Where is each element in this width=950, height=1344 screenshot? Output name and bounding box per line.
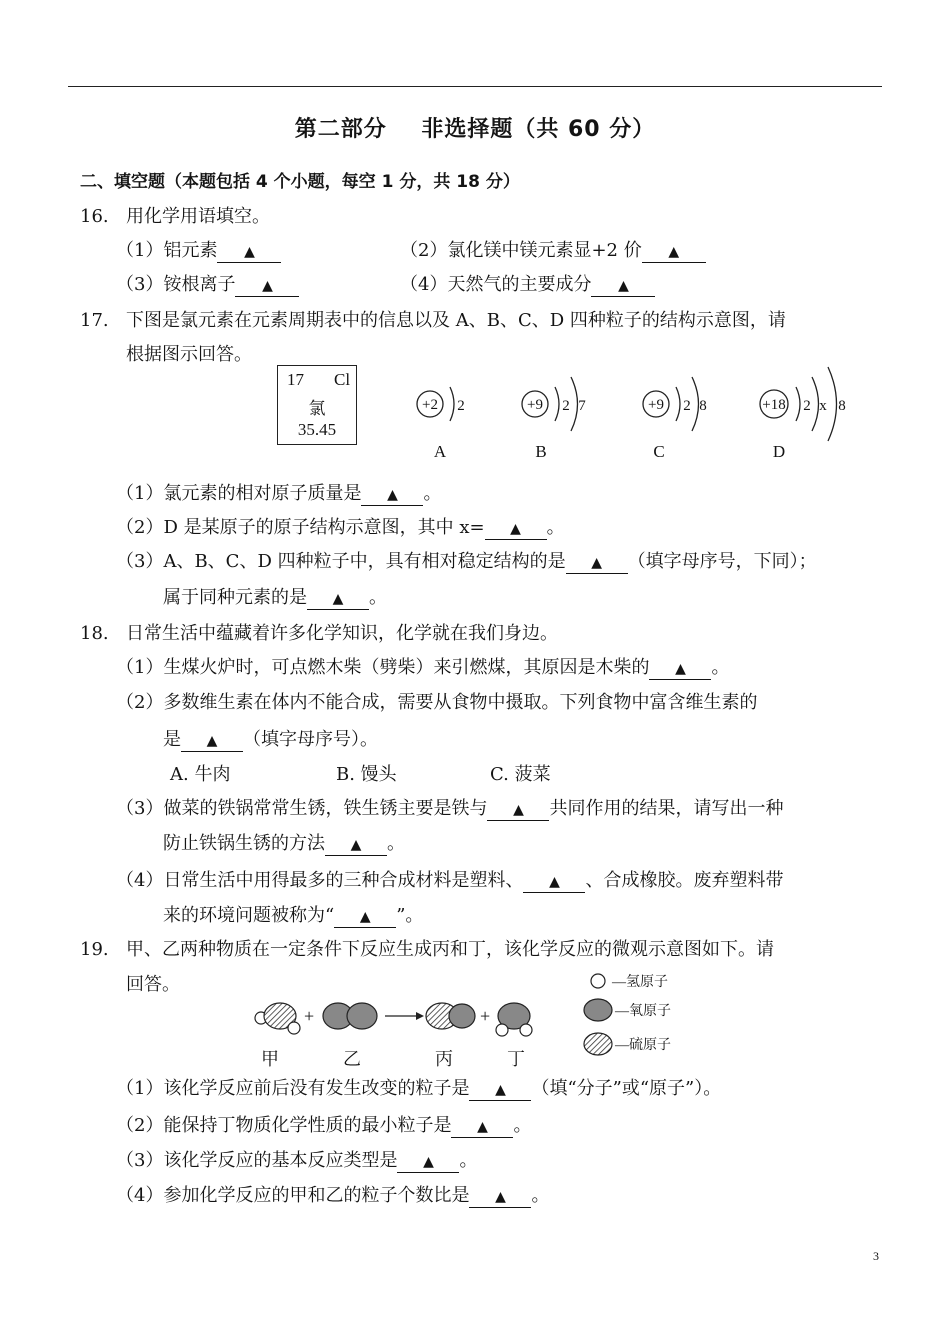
q16-part3: （3）铵根离子 ▲ bbox=[116, 273, 299, 297]
answer-blank[interactable]: ▲ bbox=[235, 275, 299, 297]
q16-part1: （1）铝元素 ▲ bbox=[116, 239, 281, 263]
q17-part1: （1）氯元素的相对原子质量是 ▲ 。 bbox=[116, 483, 442, 504]
header-rule bbox=[68, 86, 882, 87]
q16-number: 16. bbox=[80, 206, 109, 227]
atom-d-nucleus: +18 bbox=[762, 397, 786, 413]
q18-stem: 18. 日常生活中蕴藏着许多化学知识，化学就在我们身边。 bbox=[80, 623, 558, 644]
q19-part2: （2）能保持丁物质化学性质的最小粒子是 ▲ 。 bbox=[116, 1115, 532, 1136]
answer-blank[interactable]: ▲ bbox=[307, 588, 369, 610]
q18-number: 18. bbox=[80, 623, 109, 644]
answer-blank[interactable]: ▲ bbox=[217, 241, 281, 263]
reaction-arrow-head bbox=[416, 1012, 424, 1020]
atom-b-nucleus: +9 bbox=[527, 397, 543, 413]
answer-blank[interactable]: ▲ bbox=[361, 484, 423, 506]
species-label: 丙 bbox=[435, 1049, 453, 1069]
answer-blank[interactable]: ▲ bbox=[523, 871, 585, 893]
answer-blank[interactable]: ▲ bbox=[181, 730, 243, 752]
answer-blank[interactable]: ▲ bbox=[485, 518, 547, 540]
atom-d-label: D bbox=[772, 442, 786, 461]
periodic-table-cell bbox=[277, 365, 357, 445]
legend-oxygen: —氧原子 bbox=[615, 1004, 671, 1019]
atom-d-shell: x bbox=[819, 398, 827, 414]
atom-b-label: B bbox=[535, 442, 547, 461]
q19-part1: （1）该化学反应前后没有发生改变的粒子是 ▲ （填“分子”或“原子”）。 bbox=[116, 1078, 722, 1099]
atom-b-shell: 7 bbox=[578, 398, 586, 414]
legend-hydrogen: —氢原子 bbox=[612, 975, 668, 990]
q19-stem-2: 回答。 bbox=[126, 974, 180, 995]
q17-number: 17. bbox=[80, 310, 109, 331]
q18-part3: （3）做菜的铁锅常常生锈，铁生锈主要是铁与 ▲ 共同作用的结果，请写出一种 bbox=[116, 798, 784, 819]
answer-blank[interactable]: ▲ bbox=[649, 658, 711, 680]
species-label: 甲 bbox=[261, 1049, 279, 1069]
q18-part2: （2）多数维生素在体内不能合成，需要从食物中摄取。下列食物中富含维生素的 bbox=[116, 692, 758, 713]
q16-stem: 16. 用化学用语填空。 bbox=[80, 206, 270, 227]
plus-sign: + bbox=[304, 1006, 315, 1026]
answer-blank[interactable]: ▲ bbox=[487, 799, 549, 821]
q17-stem: 17. 下图是氯元素在元素周期表中的信息以及 A、B、C、D 四种粒子的结构示意图，请 bbox=[80, 310, 786, 331]
atom-a-nucleus: +2 bbox=[422, 397, 438, 413]
atom-b-shell: 2 bbox=[562, 398, 570, 414]
q18-part2-cont: 是 ▲ （填字母序号）。 bbox=[163, 729, 378, 750]
answer-blank[interactable]: ▲ bbox=[397, 1151, 459, 1173]
page-number: 3 bbox=[873, 1249, 879, 1263]
species-label: 丁 bbox=[507, 1049, 525, 1069]
answer-blank[interactable]: ▲ bbox=[591, 275, 655, 297]
answer-blank[interactable]: ▲ bbox=[325, 834, 387, 856]
q18-option-c: C. 菠菜 bbox=[490, 764, 551, 785]
q17-part3: （3）A、B、C、D 四种粒子中，具有相对稳定结构的是 ▲ （填字母序号，下同）； bbox=[116, 551, 817, 572]
atom-d-shell: 8 bbox=[838, 398, 846, 414]
q19-stem: 19. 甲、乙两种物质在一定条件下反应生成丙和丁，该化学反应的微观示意图如下。请 bbox=[80, 939, 774, 960]
q18-part4-cont: 来的环境问题被称为“ ▲ ”。 bbox=[163, 905, 424, 926]
answer-blank[interactable]: ▲ bbox=[566, 552, 628, 574]
atom-c-label: C bbox=[653, 442, 665, 461]
section-heading: 二、填空题（本题包括 4 个小题，每空 1 分，共 18 分） bbox=[80, 172, 520, 192]
legend-sulfur: —硫原子 bbox=[615, 1038, 671, 1053]
atom-c-shell: 2 bbox=[683, 398, 691, 414]
atom-c-nucleus: +9 bbox=[648, 397, 664, 413]
atomic-number: 17 bbox=[287, 370, 304, 389]
atomic-mass: 35.45 bbox=[297, 420, 337, 439]
q17-part3-cont: 属于同种元素的是 ▲ 。 bbox=[163, 587, 387, 608]
q18-part3-cont: 防止铁锅生锈的方法 ▲ 。 bbox=[163, 833, 405, 854]
atomic-structure-diagrams bbox=[400, 355, 860, 465]
reaction-micro-diagram bbox=[230, 970, 710, 1070]
atom-a-label: A bbox=[433, 442, 447, 461]
q18-option-b: B. 馒头 bbox=[336, 764, 397, 785]
element-symbol: Cl bbox=[334, 370, 351, 389]
q19-part3: （3）该化学反应的基本反应类型是 ▲ 。 bbox=[116, 1150, 478, 1171]
q19-part4: （4）参加化学反应的甲和乙的粒子个数比是 ▲ 。 bbox=[116, 1185, 550, 1206]
answer-blank[interactable]: ▲ bbox=[451, 1116, 513, 1138]
answer-blank[interactable]: ▲ bbox=[642, 241, 706, 263]
part-title: 第二部分 非选择题（共 60 分） bbox=[294, 117, 656, 142]
q16-part4: （4）天然气的主要成分 ▲ bbox=[400, 273, 655, 297]
element-name: 氯 bbox=[308, 399, 326, 418]
q18-part1: （1）生煤火炉时，可点燃木柴（劈柴）来引燃煤，其原因是木柴的 ▲ 。 bbox=[116, 657, 730, 678]
plus-sign: + bbox=[480, 1006, 491, 1026]
atom-a-shell: 2 bbox=[457, 398, 465, 414]
answer-blank[interactable]: ▲ bbox=[469, 1079, 531, 1101]
q18-part4: （4）日常生活中用得最多的三种合成材料是塑料、 ▲ 、合成橡胶。废弃塑料带 bbox=[116, 870, 784, 891]
answer-blank[interactable]: ▲ bbox=[469, 1186, 531, 1208]
atom-d-shell: 2 bbox=[803, 398, 811, 414]
atom-c-shell: 8 bbox=[699, 398, 707, 414]
q18-option-a: A. 牛肉 bbox=[170, 764, 231, 785]
q17-stem-2: 根据图示回答。 bbox=[126, 344, 252, 365]
q19-number: 19. bbox=[80, 939, 109, 960]
answer-blank[interactable]: ▲ bbox=[334, 906, 396, 928]
q17-part2: （2）D 是某原子的原子结构示意图，其中 x= ▲ 。 bbox=[116, 517, 565, 538]
q16-part2: （2）氯化镁中镁元素显+2 价 ▲ bbox=[400, 239, 706, 263]
species-label: 乙 bbox=[343, 1049, 361, 1069]
